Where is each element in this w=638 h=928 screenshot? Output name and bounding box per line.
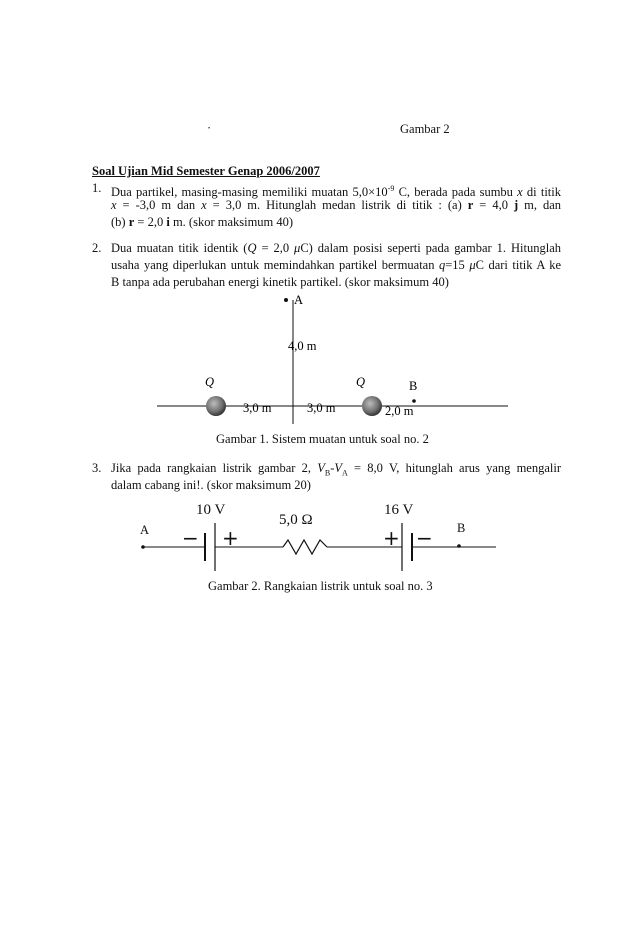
q3-line-2: dalam cabang ini!. (skor maksimum 20) xyxy=(111,478,311,492)
stray-dot: · xyxy=(207,121,212,135)
exam-heading: Soal Ujian Mid Semester Genap 2006/2007 xyxy=(92,164,320,178)
figure-2-caption: Gambar 2. Rangkaian listrik untuk soal no. 3 xyxy=(208,579,433,593)
vertical-distance-label: 4,0 m xyxy=(288,339,317,353)
terminal-b-dot xyxy=(457,544,461,548)
left-distance-label: 3,0 m xyxy=(243,401,272,415)
q2-number: 2. xyxy=(92,241,102,255)
point-b-dot xyxy=(412,399,416,403)
b-distance-label: 2,0 m xyxy=(385,404,414,418)
charge-right-label: Q xyxy=(356,375,366,389)
battery1-plus-sign: + xyxy=(222,526,239,550)
battery1-minus-sign: − xyxy=(182,526,199,550)
resistor-zigzag xyxy=(283,540,327,554)
terminal-b-label: B xyxy=(457,521,466,535)
battery2-plus-sign: + xyxy=(383,526,400,550)
charge-right-sphere xyxy=(362,396,382,416)
q3-line-1: Jika pada rangkaian listrik gambar 2, $V_B-V_A = 8,0$ V, hitunglah arus yang mengalir xyxy=(111,461,561,478)
terminal-a-label: A xyxy=(140,523,150,537)
point-a-dot xyxy=(284,298,288,302)
battery1-voltage: 10 V xyxy=(196,502,226,518)
resistor-value: 5,0 Ω xyxy=(279,512,313,528)
battery2-minus-sign: − xyxy=(416,526,433,550)
battery2-voltage: 16 V xyxy=(384,502,414,518)
q2-line-1: Dua muatan titik identik (Q = 2,0 μC) dalam posisi seperti pada gambar 1. Hitunglah xyxy=(111,241,561,255)
q2-line-3: B tanpa ada perubahan energi kinetik partikel. (skor maksimum 40) xyxy=(111,275,449,289)
q1-number: 1. xyxy=(92,181,102,195)
top-figure-caption: Gambar 2 xyxy=(400,122,450,136)
point-b-label: B xyxy=(409,379,418,393)
charge-left-sphere xyxy=(206,396,226,416)
q2-line-2: usaha yang diperlukan untuk memindahkan partikel bermuatan q=15 μC dari titik A ke xyxy=(111,258,561,272)
q1-line-1: Dua partikel, masing-masing memiliki muatan $5,0\times 10^{-9}$ C, berada pada sumbu x di titik xyxy=(111,184,561,200)
charge-left-label: Q xyxy=(205,375,215,389)
right-distance-label: 3,0 m xyxy=(307,401,336,415)
q1-line-3: (b) r = 2,0 i m. (skor maksimum 40) xyxy=(111,215,294,229)
point-a-label: A xyxy=(294,293,304,307)
q1-line-2: x = -3,0 m dan x = 3,0 m. Hitunglah medan listrik di titik : (a) r = 4,0 j m, dan xyxy=(111,198,561,212)
figure-1-caption: Gambar 1. Sistem muatan untuk soal no. 2 xyxy=(216,432,429,446)
q3-number: 3. xyxy=(92,461,102,475)
terminal-a-dot xyxy=(141,545,145,549)
